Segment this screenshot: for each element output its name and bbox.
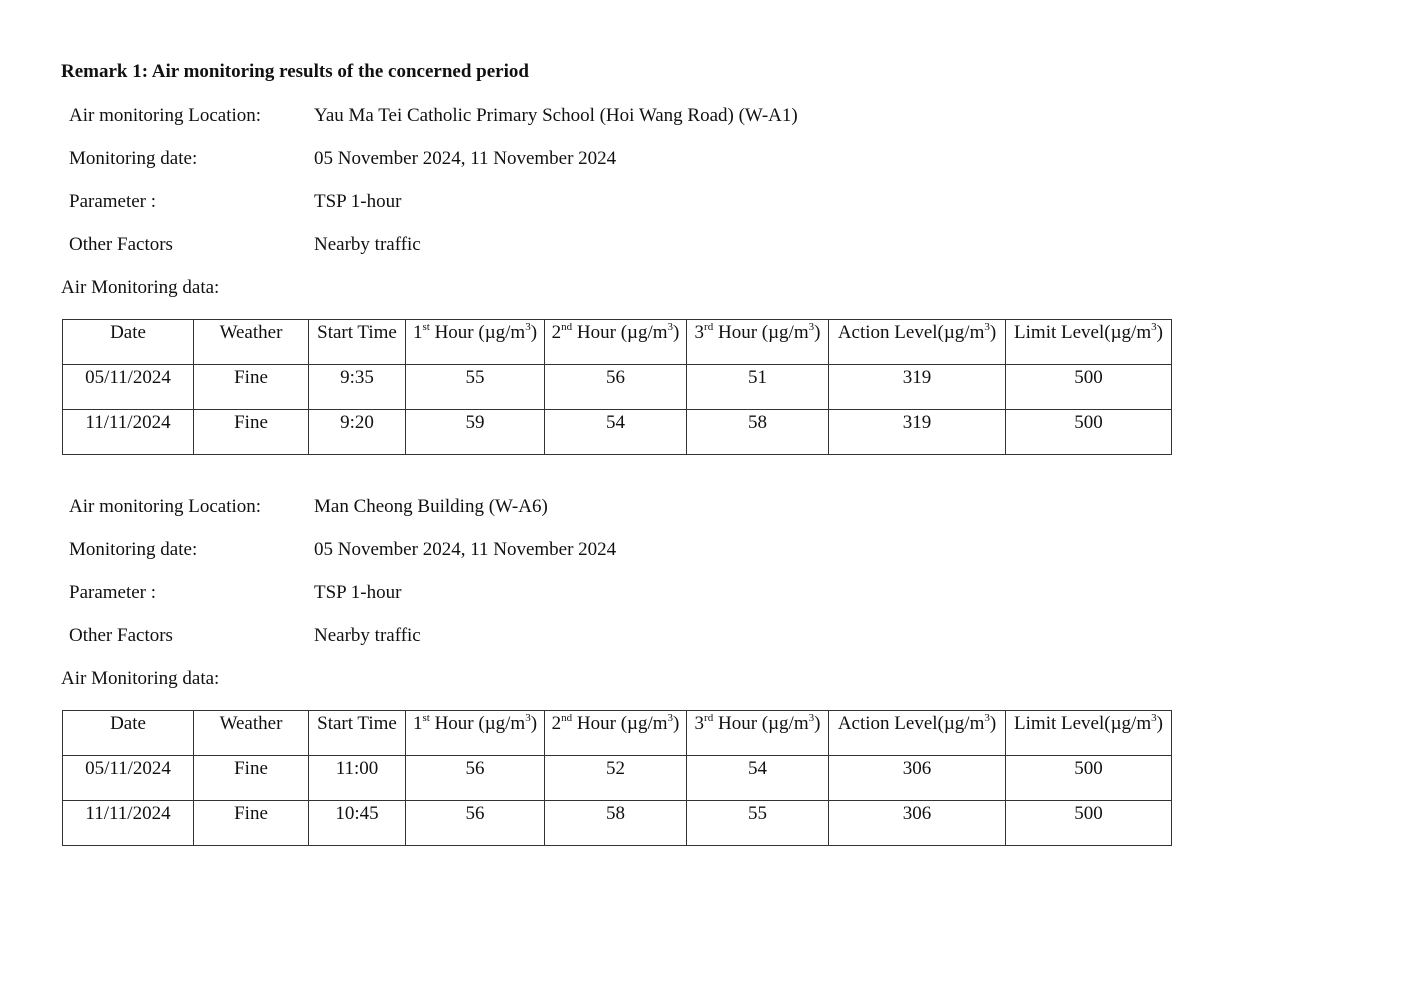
air-monitoring-table-w-a1 <box>62 319 1172 455</box>
cell-action-level: 319 <box>829 410 1006 455</box>
cell-limit-level: 500 <box>1006 410 1172 455</box>
cell-date: 05/11/2024 <box>63 756 194 801</box>
header-1st-hour: 1st Hour $(\mu g/m^3)$ <box>406 320 545 365</box>
location-label: Air monitoring Location: <box>69 105 262 126</box>
cell-start-time: 9:35 <box>309 365 406 410</box>
cell-1st-hour: 55 <box>406 365 545 410</box>
cell-3rd-hour: 51 <box>687 365 829 410</box>
header-action-level: Action $Level(\mu g/m^3)$ <box>829 320 1006 365</box>
other-factors-value: Nearby traffic <box>314 625 421 646</box>
cell-weather: Fine <box>194 801 309 846</box>
remark-heading: Remark 1: Air monitoring results of the concerned period <box>61 61 529 82</box>
parameter-value: TSP 1-hour <box>314 191 402 212</box>
cell-start-time: 9:20 <box>309 410 406 455</box>
table-row <box>63 801 1172 846</box>
cell-date: 11/11/2024 <box>63 801 194 846</box>
location-label: Air monitoring Location: <box>69 496 262 517</box>
cell-1st-hour: 56 <box>406 756 545 801</box>
table-header-row <box>63 320 1172 365</box>
monitoring-date-value: 05 November 2024, 11 November 2024 <box>314 539 617 560</box>
other-factors-label: Other Factors <box>69 234 173 255</box>
air-monitoring-data-label: Air Monitoring data: <box>61 668 220 689</box>
cell-limit-level: 500 <box>1006 365 1172 410</box>
header-weather: Weather <box>194 711 309 756</box>
location-value: Man Cheong Building (W-A6) <box>314 496 548 517</box>
cell-2nd-hour: 52 <box>545 756 687 801</box>
other-factors-value: Nearby traffic <box>314 234 421 255</box>
cell-limit-level: 500 <box>1006 756 1172 801</box>
cell-2nd-hour: 58 <box>545 801 687 846</box>
table-row <box>63 365 1172 410</box>
header-weather: Weather <box>194 320 309 365</box>
air-monitoring-table-w-a6 <box>62 710 1172 846</box>
header-start-time: Start Time <box>309 711 406 756</box>
cell-1st-hour: 56 <box>406 801 545 846</box>
monitoring-date-label: Monitoring date: <box>69 539 198 560</box>
header-start-time: Start Time <box>309 320 406 365</box>
table-header-row <box>63 711 1172 756</box>
cell-3rd-hour: 54 <box>687 756 829 801</box>
cell-action-level: 306 <box>829 756 1006 801</box>
parameter-value: TSP 1-hour <box>314 582 402 603</box>
cell-1st-hour: 59 <box>406 410 545 455</box>
cell-3rd-hour: 55 <box>687 801 829 846</box>
cell-start-time: 11:00 <box>309 756 406 801</box>
header-limit-level: Limit $Level(\mu g/m^3)$ <box>1006 320 1172 365</box>
header-date: Date <box>63 711 194 756</box>
cell-weather: Fine <box>194 756 309 801</box>
header-limit-level: Limit $Level(\mu g/m^3)$ <box>1006 711 1172 756</box>
header-date: Date <box>63 320 194 365</box>
cell-limit-level: 500 <box>1006 801 1172 846</box>
cell-weather: Fine <box>194 410 309 455</box>
header-3rd-hour: 3rd Hour $(\mu g/m^3)$ <box>687 320 829 365</box>
cell-start-time: 10:45 <box>309 801 406 846</box>
cell-action-level: 306 <box>829 801 1006 846</box>
cell-action-level: 319 <box>829 365 1006 410</box>
header-2nd-hour: 2nd Hour $(\mu g/m^3)$ <box>545 320 687 365</box>
header-action-level: Action $Level(\mu g/m^3)$ <box>829 711 1006 756</box>
monitoring-date-label: Monitoring date: <box>69 148 198 169</box>
location-value: Yau Ma Tei Catholic Primary School (Hoi Wang Road) (W-A1) <box>314 105 798 126</box>
cell-2nd-hour: 56 <box>545 365 687 410</box>
cell-3rd-hour: 58 <box>687 410 829 455</box>
table-row <box>63 756 1172 801</box>
cell-date: 05/11/2024 <box>63 365 194 410</box>
header-2nd-hour: 2nd Hour $(\mu g/m^3)$ <box>545 711 687 756</box>
cell-2nd-hour: 54 <box>545 410 687 455</box>
parameter-label: Parameter : <box>69 582 157 603</box>
cell-date: 11/11/2024 <box>63 410 194 455</box>
table-row <box>63 410 1172 455</box>
other-factors-label: Other Factors <box>69 625 173 646</box>
header-3rd-hour: 3rd Hour $(\mu g/m^3)$ <box>687 711 829 756</box>
parameter-label: Parameter : <box>69 191 157 212</box>
cell-weather: Fine <box>194 365 309 410</box>
header-1st-hour: 1st Hour $(\mu g/m^3)$ <box>406 711 545 756</box>
monitoring-date-value: 05 November 2024, 11 November 2024 <box>314 148 617 169</box>
air-monitoring-data-label: Air Monitoring data: <box>61 277 220 298</box>
